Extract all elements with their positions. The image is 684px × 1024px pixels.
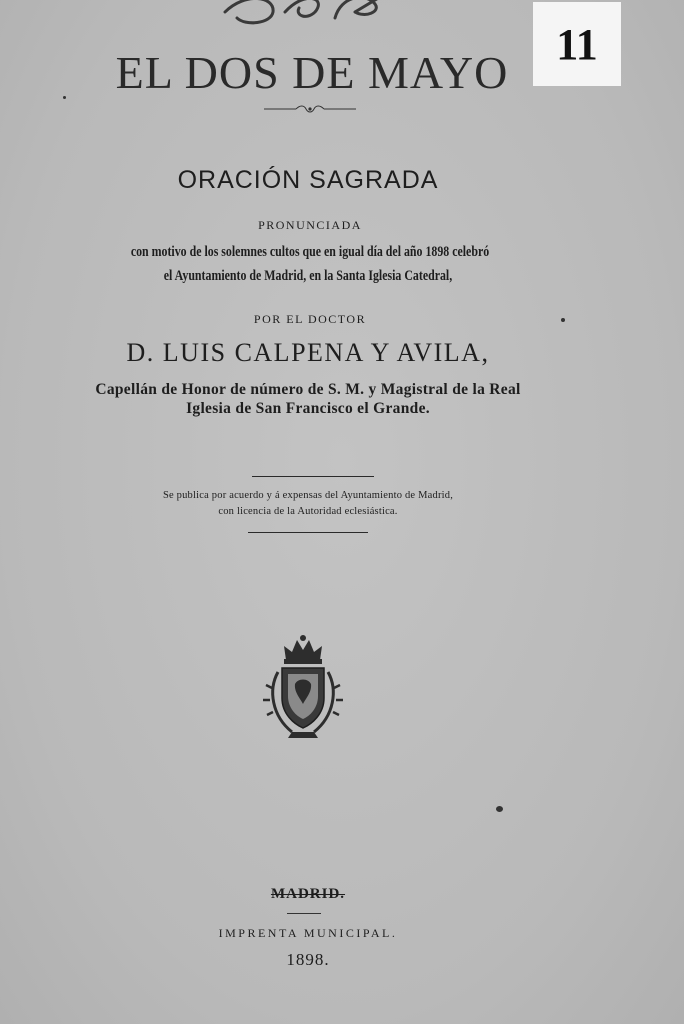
short-divider bbox=[287, 913, 321, 914]
bottom-rule bbox=[248, 532, 368, 533]
publication-place: MADRID. bbox=[270, 886, 346, 902]
publication-year: 1898. bbox=[286, 950, 330, 969]
publication-note-line-1: Se publica por acuerdo y á expensas del Ayuntamiento de Madrid, bbox=[162, 490, 454, 501]
occasion-line-1: con motivo de los solemnes cultos que en igual día del año 1898 celebró bbox=[130, 244, 490, 260]
page-title: EL DOS DE MAYO bbox=[115, 47, 509, 98]
shelf-label: 11 bbox=[533, 2, 621, 86]
printer-name: IMPRENTA MUNICIPAL. bbox=[218, 926, 398, 940]
por-el-doctor-label: POR EL DOCTOR bbox=[253, 312, 367, 326]
ink-speck bbox=[63, 96, 66, 99]
publication-note-line-2: con licencia de la Autoridad eclesiástica. bbox=[218, 506, 398, 517]
occasion-line-2: el Ayuntamiento de Madrid, en la Santa Iglesia Catedral, bbox=[163, 268, 453, 284]
ornament-divider bbox=[262, 103, 358, 115]
author-title-line-1: Capellán de Honor de número de S. M. y Magistral de la Real bbox=[95, 381, 521, 398]
top-rule bbox=[252, 476, 374, 477]
author-title-line-2: Iglesia de San Francisco el Grande. bbox=[186, 400, 430, 417]
author-name: D. LUIS CALPENA Y AVILA, bbox=[126, 338, 490, 367]
ink-speck bbox=[561, 318, 565, 322]
coat-of-arms-icon bbox=[262, 632, 344, 740]
pronunciada-label: PRONUNCIADA bbox=[258, 218, 362, 232]
handwritten-mark bbox=[215, 0, 395, 32]
ink-speck bbox=[496, 806, 503, 812]
subtitle: ORACIÓN SAGRADA bbox=[177, 166, 439, 194]
